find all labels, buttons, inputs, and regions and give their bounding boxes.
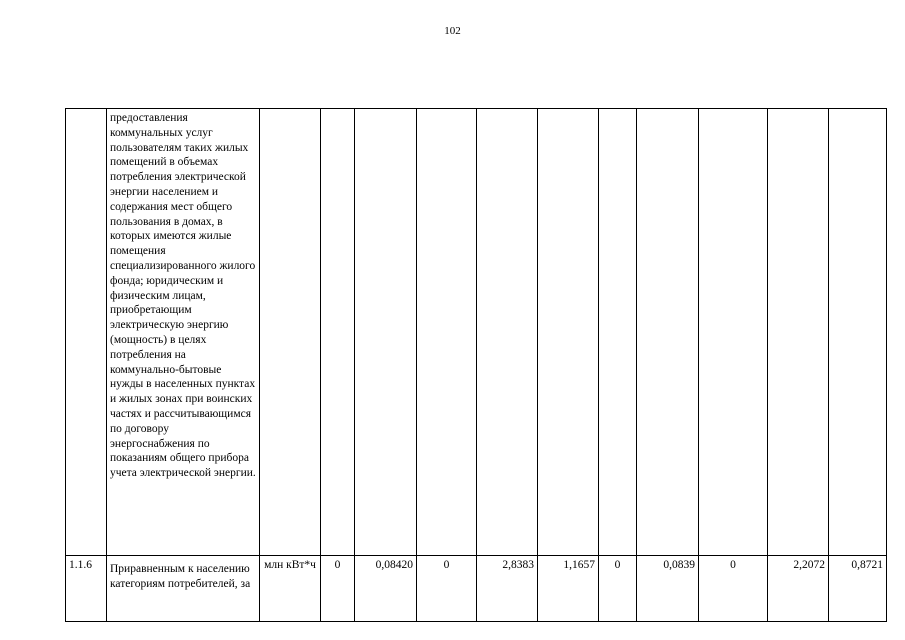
table-row — [66, 556, 887, 622]
value-cell — [417, 109, 477, 556]
value-cell — [829, 109, 887, 556]
value-cell — [538, 109, 599, 556]
value-cell: 0,08420 — [355, 556, 417, 622]
value-cell: 1,1657 — [538, 556, 599, 622]
description-cell: предоставления коммунальных услуг пользователям таких жилых помещений в объемах потребления электрической энергии населением и содержания мест общего пользования в домах, в которых имеются жилые помещения специализированного жилого фонда; юридическим и физическим лицам, приобретающим электрическую энергию (мощность) в целях потребления на коммунально-бытовые нужды в населенных пунктах и жилых зонах при воинских частях и рассчитывающимся по договору энергоснабжения по показаниям общего прибора учета электрической энергии. — [107, 109, 260, 556]
value-cell: 0 — [699, 556, 768, 622]
value-cell: 0 — [417, 556, 477, 622]
value-cell — [599, 109, 637, 556]
value-cell: 0,8721 — [829, 556, 887, 622]
value-cell — [768, 109, 829, 556]
value-cell: 2,8383 — [477, 556, 538, 622]
description-cell: Приравненным к населению категориям потребителей, за — [107, 556, 260, 622]
value-cell: 0 — [321, 556, 355, 622]
value-cell — [637, 109, 699, 556]
data-table — [65, 108, 887, 622]
value-cell: 0 — [599, 556, 637, 622]
row-number-cell — [66, 109, 107, 556]
value-cell: 2,2072 — [768, 556, 829, 622]
row-number-cell: 1.1.6 — [66, 556, 107, 622]
table-row — [66, 109, 887, 556]
value-cell — [699, 109, 768, 556]
unit-cell: млн кВт*ч — [260, 556, 321, 622]
value-cell — [355, 109, 417, 556]
value-cell: 0,0839 — [637, 556, 699, 622]
value-cell — [477, 109, 538, 556]
unit-cell — [260, 109, 321, 556]
page-number: 102 — [444, 25, 461, 37]
value-cell — [321, 109, 355, 556]
